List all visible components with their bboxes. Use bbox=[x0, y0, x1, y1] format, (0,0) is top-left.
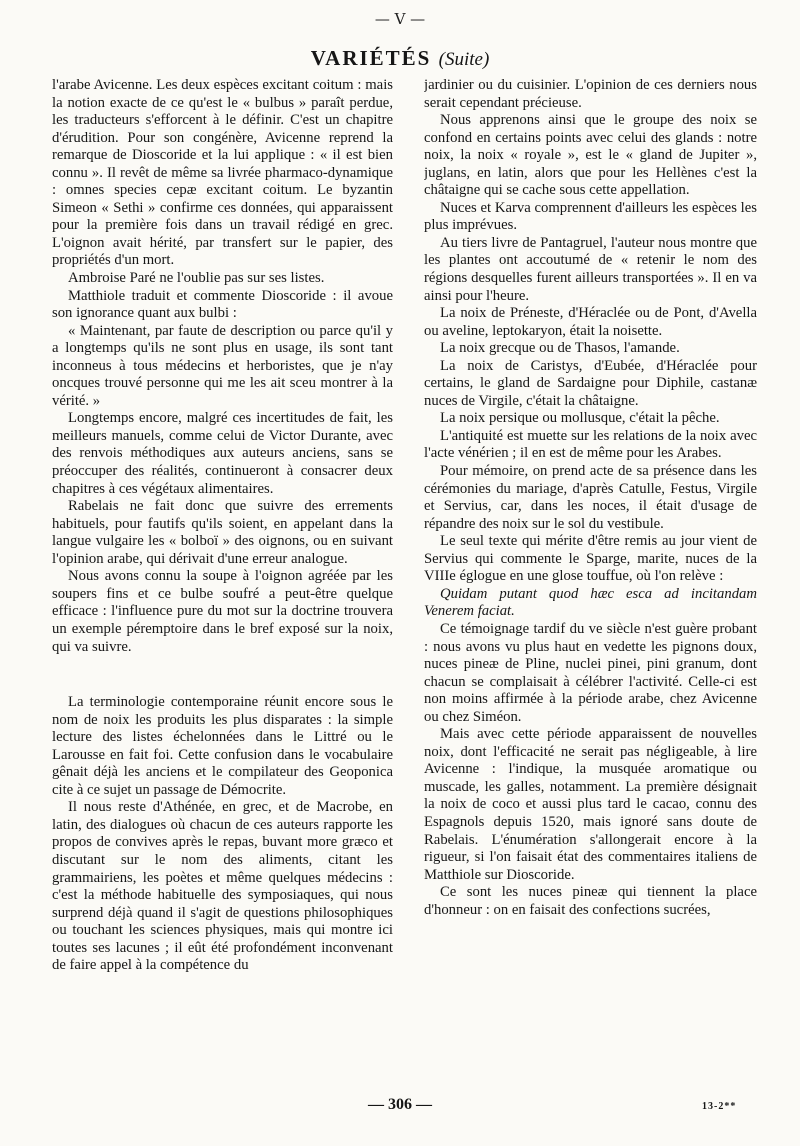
paragraph: Longtemps encore, malgré ces incertitudes de fait, les meilleurs manuels, comme celui de Victor Durante, avec des renvois méthodiques aux auteurs anciens, sans se préoccuper des réalités, continueront à consacrer deux chapitres à ces végétaux alimentaires. bbox=[52, 410, 393, 497]
left-column bbox=[52, 77, 393, 1082]
paragraph: Nuces et Karva comprennent d'ailleurs les espèces les plus imprévues. bbox=[424, 199, 757, 234]
right-column bbox=[424, 77, 757, 1082]
paragraph: Nous apprenons ainsi que le groupe des noix se confond en certains points avec celui des glands : notre noix, la noix « royale », est le « gland de Jupiter », juglans, en latin, alors que pour les Hellènes c'est la châtaigne qui se cache sous cette appellation. bbox=[424, 112, 757, 199]
paragraph: La noix de Préneste, d'Héraclée ou de Pont, d'Avella ou aveline, leptokaryon, était la noisette. bbox=[424, 305, 757, 339]
paragraph: Le seul texte qui mérite d'être remis au jour vient de Servius qui commente le Sparge, marite, nuces de la VIIIe églogue en une glose touffue, où l'on relève : bbox=[424, 533, 757, 585]
paragraph: La terminologie contemporaine réunit encore sous le nom de noix les produits les plus disparates : la simple lecture des listes échelonnées dans le Littré ou le Larousse en fait foi. Cette confusion dans le vocabulaire gênait déjà les anciens et le compilateur des Geoponica cite à ce sujet un passage de Démocrite. bbox=[52, 694, 393, 798]
paragraph: Nous avons connu la soupe à l'oignon agréée par les soupers fins et ce bulbe soufré a peut-être quelque efficace : l'influence pure du mot sur la doctrine trouvera un exemple péremptoire dans le bref exposé sur la noix, qui va suivre. bbox=[52, 568, 393, 655]
paragraph: L'antiquité est muette sur les relations de la noix avec l'acte vénérien ; il en est de même pour les Arabes. bbox=[424, 427, 757, 462]
page-number: — 306 — bbox=[368, 1096, 432, 1113]
paragraph: Mais avec cette période apparaissent de nouvelles noix, dont l'efficacité ne serait pas négligeable, à lire Avicenne : l'indique, la musquée aromatique ou muscade, les galles, notamment. La première désignait la noix de coco et aussi plus tard le cacao, connu des Espagnols depuis 1520, mais ignoré sans doute de Rabelais. L'énumération s'allongerait encore à la rigueur, si l'on faisait état des commentaires italiens de Matthiole sur Dioscoride. bbox=[424, 726, 757, 883]
paragraph: Ambroise Paré ne l'oublie pas sur ses listes. bbox=[68, 270, 325, 287]
paragraph: Matthiole traduit et commente Dioscoride : il avoue son ignorance quant aux bulbi : bbox=[52, 287, 393, 322]
paragraph: Ce sont les nuces pineæ qui tiennent la place d'honneur : on en faisait des confections sucrées, bbox=[424, 884, 757, 918]
printer-signature: 13-2** bbox=[702, 1101, 737, 1112]
section-break bbox=[52, 656, 393, 694]
quote-paragraph: « Maintenant, par faute de description ou parce qu'il y a longtemps qu'ils ne sont plus en usage, ils sont tant inconneus à tous médecins et herboristes, que je n'ay oncques trouvé personne qui me les ait sceu montrer à la vérité. » bbox=[52, 322, 393, 409]
paragraph: La noix persique ou mollusque, c'était la pêche. bbox=[440, 410, 720, 427]
page-roman-numeral: — V — bbox=[374, 10, 426, 28]
latin-quote: Quidam putant quod hæc esca ad incitandam Venerem faciat. bbox=[424, 585, 757, 620]
title-suite: (Suite) bbox=[438, 49, 490, 70]
paragraph: La noix de Caristys, d'Eubée, d'Héraclée pour certains, le gland de Sardaigne pour Diphile, castanæ nuces de Virgile, c'était la châtaigne. bbox=[424, 357, 757, 409]
title-main: VARIÉTÉS bbox=[310, 46, 432, 70]
paragraph: Ce témoignage tardif du ve siècle n'est guère probant : nous avons vu plus haut en vedette les pignons doux, nuces pineæ de Pline, nuclei pinei, pini granum, dont chacun se complaisait à célébrer l'activité. Celle-ci est non moins affirmée à la période arabe, chez Avicenne ou chez Siméon. bbox=[424, 620, 757, 725]
paragraph: Au tiers livre de Pantagruel, l'auteur nous montre que les plantes ont accoutumé de « retenir le nom des régions desquelles furent ailleurs transportées ». Il en va ainsi pour l'heure. bbox=[424, 234, 757, 304]
paragraph: jardinier ou du cuisinier. L'opinion de ces derniers nous serait cependant précieuse. bbox=[424, 77, 757, 111]
paragraph: Pour mémoire, on prend acte de sa présence dans les cérémonies du mariage, d'après Catulle, Festus, Virgile et Servius, car, dans les noces, il était d'usage de répandre des noix sur le sol du vestibule. bbox=[424, 463, 757, 532]
paragraph: Il nous reste d'Athénée, en grec, et de Macrobe, en latin, des dialogues où chacun de ces auteurs rapporte les propos de convives après le repas, buvant more græco et discutant sur le nom des aliments, citant les grammairiens, les poètes et même quelques médecins : c'est la méthode habituelle des symposiaques, qui nous surprend déjà quand il s'agit de questions philosophiques ou touchant les sciences physiques, mais qui montre ici toutes ses lacunes ; il eût été profondément inconvenant de faire appel à la compétence du bbox=[52, 799, 393, 974]
paragraph: Rabelais ne fait donc que suivre des errements habituels, pour fautifs qu'ils soient, en appelant dans la langue vulgaire les « bolboï » des oignons, ou en suivant l'opinion arabe, qui dérivait d'une erreur analogue. bbox=[52, 498, 393, 567]
paragraph: l'arabe Avicenne. Les deux espèces excitant coitum : mais la notion exacte de ce qu'est le « bulbus » paraît perdue, les traducteurs s'efforcent à le définir. C'est un chapitre d'érudition. Pour son congénère, Avicenne reprend la remarque de Dioscoride et la lui applique : « il est bien connu ». Il revêt de même sa livrée pharmaco-dynamique : omnes species cepæ excitant coitum. Le byzantin Simeon « Sethi » confirme ces données, qui apparaissent pour la première fois dans un travail rédigé en grec. L'oignon avait hérité, par transfert sur le papier, des propriétés d'un mort. bbox=[52, 77, 393, 269]
paragraph: La noix grecque ou de Thasos, l'amande. bbox=[440, 340, 680, 357]
page-title bbox=[0, 46, 800, 71]
